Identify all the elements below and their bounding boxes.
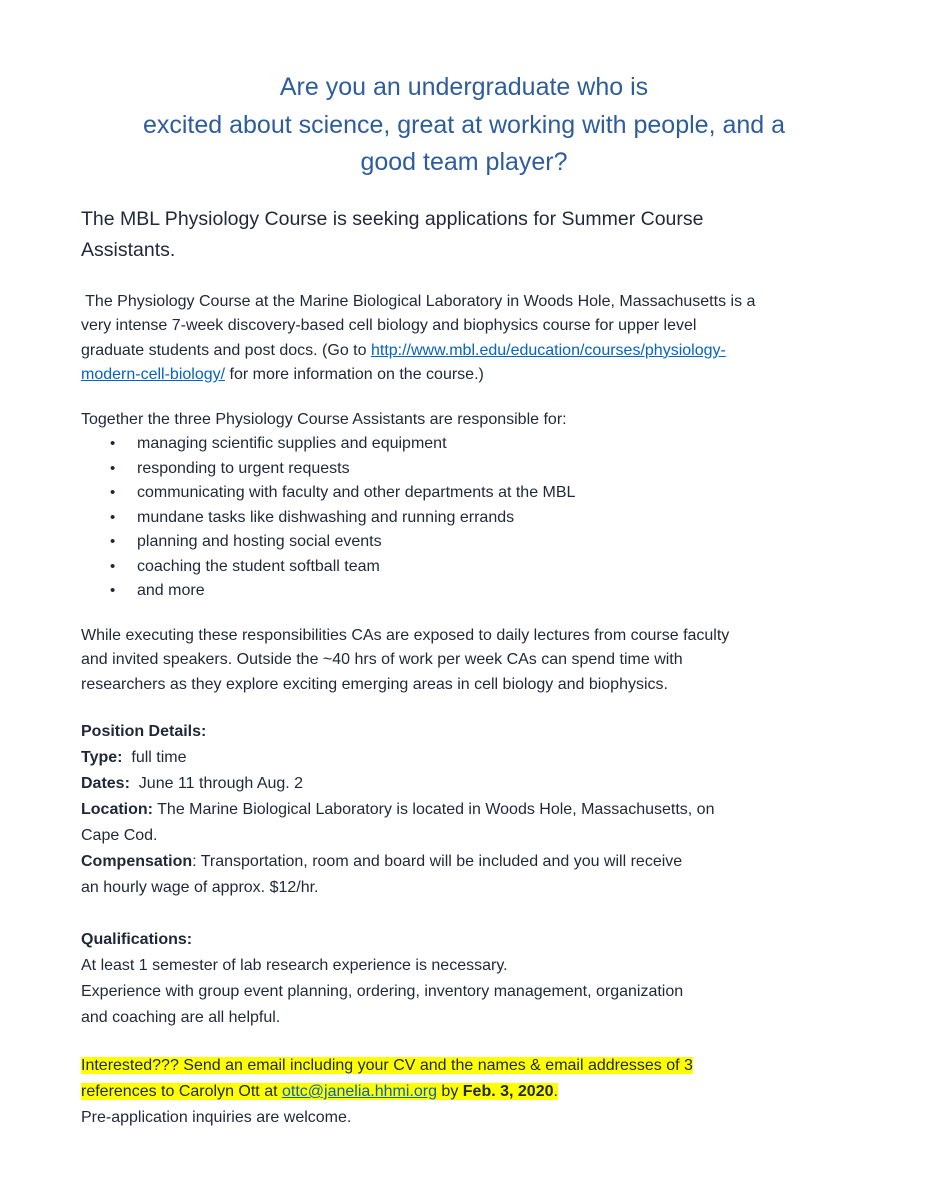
list-item: • communicating with faculty and other departments at the MBL	[81, 481, 847, 506]
daily-line-2: and invited speakers. Outside the ~40 hrs of work per week CAs can spend time with	[81, 651, 683, 668]
page-title	[81, 69, 847, 182]
position-details-section	[81, 719, 847, 901]
list-item: • mundane tasks like dishwashing and running errands	[81, 506, 847, 531]
deadline-text: Feb. 3, 2020	[462, 1083, 554, 1100]
detail-value: : Transportation, room and board will be included and you will receive	[192, 853, 683, 870]
text-run: references to Carolyn Ott at	[81, 1083, 282, 1100]
title-line-2: excited about science, great at working with people, and a	[142, 110, 786, 139]
call-to-action-section	[81, 1053, 847, 1131]
detail-value: full time	[122, 749, 187, 766]
detail-value: The Marine Biological Laboratory is located in Woods Hole, Massachusetts, on	[153, 801, 715, 818]
course-url-link[interactable]: http://www.mbl.edu/education/courses/physiology-	[370, 341, 726, 359]
daily-line-1: While executing these responsibilities CAs are exposed to daily lectures from course faculty	[81, 626, 730, 644]
detail-label: Location:	[81, 801, 153, 818]
cta-followup: Pre-application inquiries are welcome.	[81, 1109, 352, 1126]
intro-line-2: very intense 7-week discovery-based cell biology and biophysics course for upper level	[81, 317, 697, 334]
email-link[interactable]: ottc@janelia.hhmi.org	[281, 1083, 437, 1100]
text-run: for more information on the course.)	[225, 366, 484, 383]
intro-paragraph	[81, 290, 847, 388]
daily-life-paragraph	[81, 624, 847, 698]
intro-line-1: The Physiology Course at the Marine Biological Laboratory in Woods Hole, Massachusetts is a	[81, 292, 756, 310]
detail-label: Compensation	[81, 853, 193, 870]
cta-line-1	[81, 1053, 847, 1079]
text-run: by	[436, 1083, 463, 1100]
highlighted-text: Interested??? Send an email including your CV and the names & email addresses of 3	[81, 1057, 693, 1074]
detail-type	[81, 745, 847, 771]
detail-compensation-continued: an hourly wage of approx. $12/hr.	[81, 879, 319, 896]
title-line-3: good team player?	[360, 148, 568, 176]
qualifications-line-3: and coaching are all helpful.	[81, 1009, 281, 1026]
document-page	[81, 0, 847, 1131]
highlighted-text	[81, 1083, 558, 1100]
list-item: • and more	[81, 579, 847, 604]
detail-compensation	[81, 849, 847, 875]
intro-line-4	[81, 363, 847, 388]
intro-line-3	[81, 339, 847, 364]
qualifications-line-2: Experience with group event planning, ordering, inventory management, organization	[81, 983, 684, 1000]
position-details-heading: Position Details:	[81, 723, 207, 740]
subtitle-line-2: Assistants.	[81, 238, 176, 261]
subtitle-line-1: The MBL Physiology Course is seeking applications for Summer Course	[81, 207, 704, 230]
list-item: • planning and hosting social events	[81, 530, 847, 555]
title-line-1: Are you an undergraduate who is	[279, 73, 649, 101]
detail-label: Type:	[81, 749, 123, 766]
qualifications-line-1: At least 1 semester of lab research experience is necessary.	[81, 957, 508, 974]
subtitle	[81, 204, 847, 266]
detail-dates	[81, 771, 847, 797]
detail-value: June 11 through Aug. 2	[129, 775, 304, 792]
daily-line-3: researchers as they explore exciting emerging areas in cell biology and biophysics.	[81, 675, 668, 693]
responsibilities-heading: Together the three Physiology Course Assistants are responsible for:	[81, 410, 567, 428]
detail-label: Dates:	[81, 775, 130, 792]
course-url-link-continued[interactable]: modern-cell-biology/	[81, 366, 226, 383]
cta-line-2	[81, 1079, 847, 1105]
detail-location	[81, 797, 847, 823]
list-item: • managing scientific supplies and equipment	[81, 432, 847, 457]
qualifications-heading: Qualifications:	[81, 931, 193, 948]
text-run: .	[553, 1083, 558, 1100]
qualifications-section	[81, 927, 847, 1031]
detail-location-continued: Cape Cod.	[81, 827, 158, 844]
text-run: graduate students and post docs. (Go to	[81, 341, 371, 359]
list-item: • coaching the student softball team	[81, 555, 847, 580]
responsibilities-section	[81, 408, 847, 604]
list-item: • responding to urgent requests	[81, 457, 847, 482]
